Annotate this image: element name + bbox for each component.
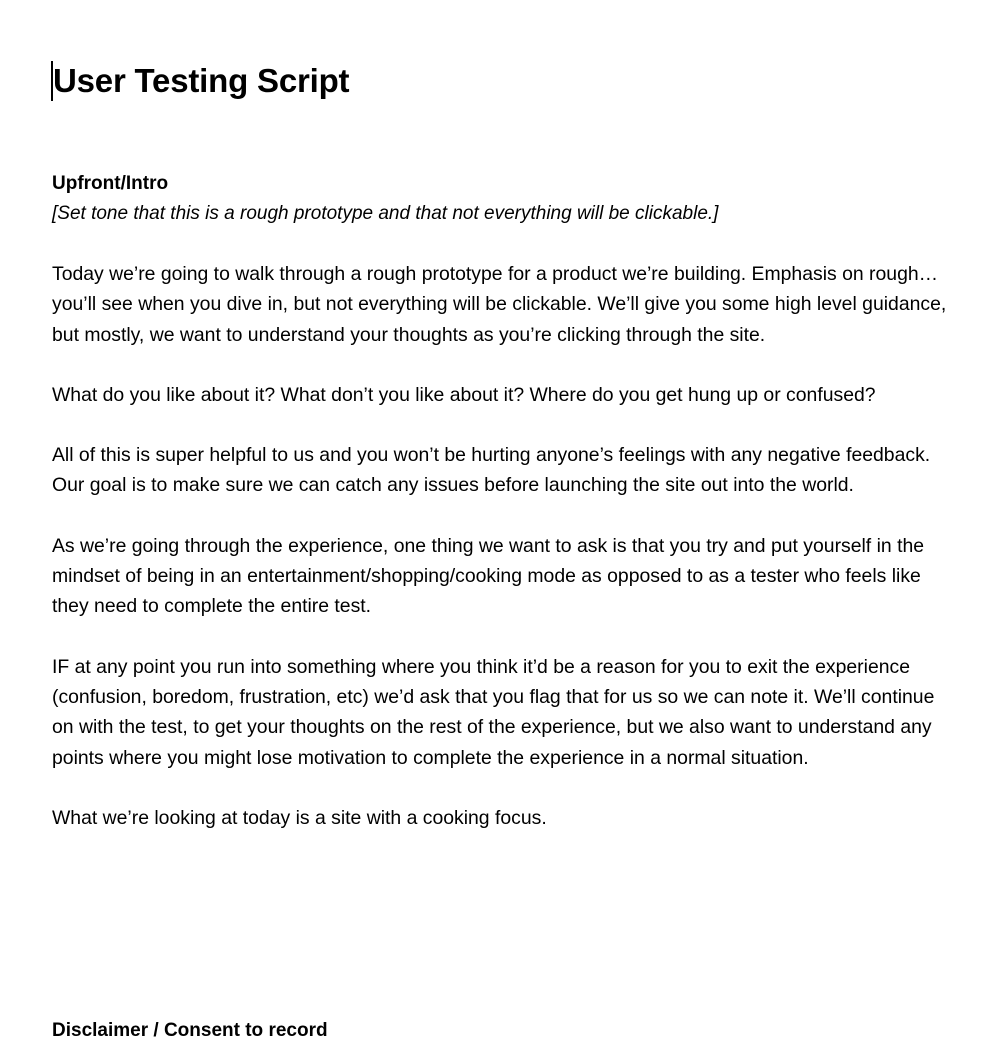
paragraph[interactable]: What do you like about it? What don’t you like about it? Where do you get hung up or confused?: [52, 383, 876, 406]
section-note[interactable]: [Set tone that this is a rough prototype and that not everything will be clickable.]: [52, 203, 719, 224]
section-disclaimer: [52, 1016, 948, 1046]
paragraph[interactable]: What we’re looking at today is a site with a cooking focus.: [52, 806, 547, 829]
paragraph[interactable]: All of this is super helpful to us and you won’t be hurting anyone’s feelings with any negative feedback. Our goal is to make sure we can catch any issues before launching the site out into the world.: [52, 444, 931, 497]
section-heading[interactable]: Disclaimer / Consent to record: [52, 1020, 328, 1041]
paragraph[interactable]: As we’re going through the experience, one thing we want to ask is that you try and put yourself in the mindset of being in an entertainment/shopping/cooking mode as opposed to as a tester who feels like they need to complete the entire test.: [52, 534, 925, 618]
document-title[interactable]: User Testing Script: [53, 62, 350, 99]
paragraph[interactable]: Today we’re going to walk through a rough prototype for a product we’re building. Emphasis on rough… you’ll see when you dive in, but not everything will be clickable. We’ll give you some high level guidance, but mostly, we want to understand your thoughts as you’re clicking through the site.: [52, 263, 947, 346]
section-upfront-intro: [52, 169, 948, 833]
section-heading[interactable]: Upfront/Intro: [52, 173, 169, 194]
paragraph[interactable]: IF at any point you run into something where you think it’d be a reason for you to exit the experience (confusion, boredom, frustration, etc) we’d ask that you flag that for us so we can note it. We’ll continue on with the test, to get your thoughts on the rest of the experience, but we also want to understand any points where you might lose motivation to complete the experience in a normal situation.: [52, 655, 935, 769]
